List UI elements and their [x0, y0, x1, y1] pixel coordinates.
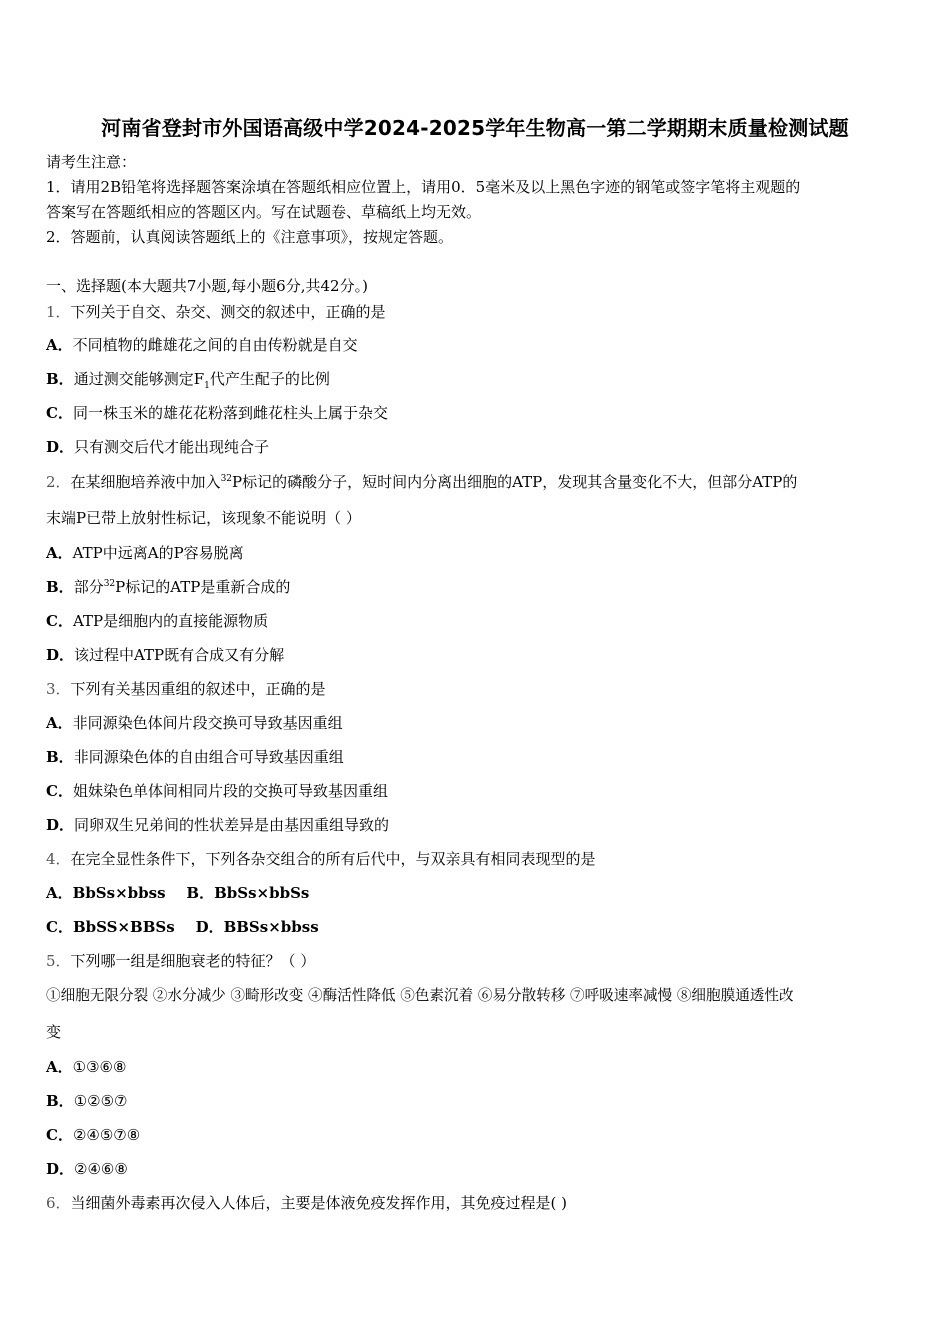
- q1-option-d: [46, 437, 269, 457]
- question-number: 1．: [46, 303, 71, 321]
- option-label: D．: [46, 646, 75, 664]
- option-label: A．: [46, 336, 73, 354]
- question-stem: 下列有关基因重组的叙述中，正确的是: [70, 680, 326, 698]
- superscript: 32: [220, 474, 233, 484]
- q5-list-1: ①细胞无限分裂 ②水分减少 ③畸形改变 ④酶活性降低 ⑤色素沉着 ⑥易分散转移 ⑦呼吸速率减慢 ⑧细胞膜通透性改: [46, 987, 794, 1004]
- option-text: BbSS×BBSs: [72, 918, 175, 936]
- option-text: BBSs×bbss: [223, 918, 319, 936]
- option-label: B．: [46, 578, 74, 596]
- option-label: A．: [46, 884, 73, 902]
- page-title: 河南省登封市外国语高级中学2024-2025学年生物高一第二学期期末质量检测试题: [101, 116, 849, 140]
- option-text: ①②⑤⑦: [73, 1092, 128, 1110]
- q1-option-a: [46, 335, 358, 355]
- option-label: B．: [46, 748, 74, 766]
- q5-list-2: 变: [46, 1023, 62, 1041]
- q4-options-ab: [46, 883, 309, 903]
- q1-option-c: [46, 403, 388, 423]
- option-text: 同一株玉米的雄花花粉落到雌花柱头上属于杂交: [72, 404, 388, 422]
- question-stem: 在完全显性条件下，下列各杂交组合的所有后代中，与双亲具有相同表现型的是: [70, 850, 596, 868]
- option-text: ②④⑤⑦⑧: [72, 1126, 141, 1144]
- question-number: 3．: [46, 680, 71, 698]
- superscript: 32: [103, 579, 116, 589]
- option-label: D．: [195, 918, 224, 936]
- q4-options-cd: [46, 917, 319, 937]
- section-heading: 一、选择题(本大题共7小题,每小题6分,共42分。): [46, 277, 368, 295]
- option-label: D．: [46, 1160, 75, 1178]
- subscript: 1: [204, 381, 210, 391]
- option-text: 姐妹染色单体间相同片段的交换可导致基因重组: [72, 782, 388, 800]
- q2-option-b: [46, 577, 290, 597]
- option-text: 非同源染色体间片段交换可导致基因重组: [72, 714, 343, 732]
- option-text: BbSs×bbss: [72, 884, 166, 902]
- q3-option-d: [46, 815, 389, 835]
- option-text: ②④⑥⑧: [74, 1160, 128, 1178]
- option-label: B．: [46, 370, 74, 388]
- question-2: [46, 472, 797, 492]
- option-text: ①③⑥⑧: [72, 1058, 127, 1076]
- option-label: C．: [46, 918, 73, 936]
- question-number: 5．: [46, 952, 71, 970]
- option-text: ATP中远离A的P容易脱离: [72, 544, 244, 562]
- option-label: A．: [46, 714, 73, 732]
- question-number: 6．: [46, 1194, 71, 1212]
- question-3: [46, 679, 326, 699]
- option-text: 部分: [73, 578, 104, 596]
- option-text: 同卵双生兄弟间的性状差异是由基因重组导致的: [74, 816, 390, 834]
- question-4: [46, 849, 596, 869]
- q2-option-c: [46, 611, 268, 631]
- option-label: B．: [46, 1092, 74, 1110]
- question-stem: 在某细胞培养液中加入: [70, 473, 221, 491]
- question-stem: 下列关于自交、杂交、测交的叙述中，正确的是: [70, 303, 386, 321]
- option-text: 代产生配子的比例: [209, 370, 330, 388]
- option-text: BbSs×bbSs: [214, 884, 310, 902]
- notice-item-1b: 答案写在答题纸相应的答题区内。写在试题卷、草稿纸上均无效。: [46, 203, 482, 221]
- question-number: 2．: [46, 473, 71, 491]
- option-label: C．: [46, 1126, 73, 1144]
- q2-option-d: [46, 645, 284, 665]
- question-1: [46, 302, 386, 322]
- option-text: ATP是细胞内的直接能源物质: [72, 612, 269, 630]
- q2-option-a: [46, 543, 244, 563]
- q1-option-b: [46, 369, 330, 389]
- option-label: C．: [46, 404, 73, 422]
- notice-item-1a: 1．请用2B铅笔将选择题答案涂填在答题纸相应位置上，请用0．5毫米及以上黑色字迹的钢笔或签字笔将主观题的: [46, 178, 801, 196]
- q5-option-c: [46, 1125, 140, 1145]
- q3-option-c: [46, 781, 388, 801]
- q3-option-b: [46, 747, 344, 767]
- question-5: [46, 951, 315, 971]
- q5-option-b: [46, 1091, 127, 1111]
- question-6: [46, 1193, 567, 1213]
- option-label: C．: [46, 612, 73, 630]
- question-2-cont: 末端P已带上放射性标记，该现象不能说明（ ）: [46, 509, 361, 527]
- option-text: 通过测交能够测定F: [73, 370, 205, 388]
- q5-option-d: [46, 1159, 128, 1179]
- question-stem: 下列哪一组是细胞衰老的特征？（ ）: [70, 952, 316, 970]
- option-text: P标记的ATP是重新合成的: [115, 578, 291, 596]
- question-stem: P标记的磷酸分子，短时间内分离出细胞的ATP，发现其含量变化不大，但部分ATP的: [232, 473, 798, 491]
- q5-option-a: [46, 1057, 126, 1077]
- option-label: A．: [46, 544, 73, 562]
- option-label: B．: [186, 884, 215, 902]
- option-label: C．: [46, 782, 73, 800]
- question-number: 4．: [46, 850, 71, 868]
- option-text: 不同植物的雌雄花之间的自由传粉就是自交: [72, 336, 358, 354]
- option-text: 只有测交后代才能出现纯合子: [74, 438, 270, 456]
- question-stem: 当细菌外毒素再次侵入人体后，主要是体液免疫发挥作用，其免疫过程是( ): [70, 1194, 568, 1212]
- option-label: A．: [46, 1058, 73, 1076]
- q3-option-a: [46, 713, 343, 733]
- option-label: D．: [46, 816, 75, 834]
- option-label: D．: [46, 438, 75, 456]
- notice-heading: 请考生注意：: [46, 153, 137, 171]
- option-text: 该过程中ATP既有合成又有分解: [74, 646, 285, 664]
- option-text: 非同源染色体的自由组合可导致基因重组: [73, 748, 344, 766]
- notice-item-2: 2．答题前，认真阅读答题纸上的《注意事项》，按规定答题。: [46, 228, 454, 246]
